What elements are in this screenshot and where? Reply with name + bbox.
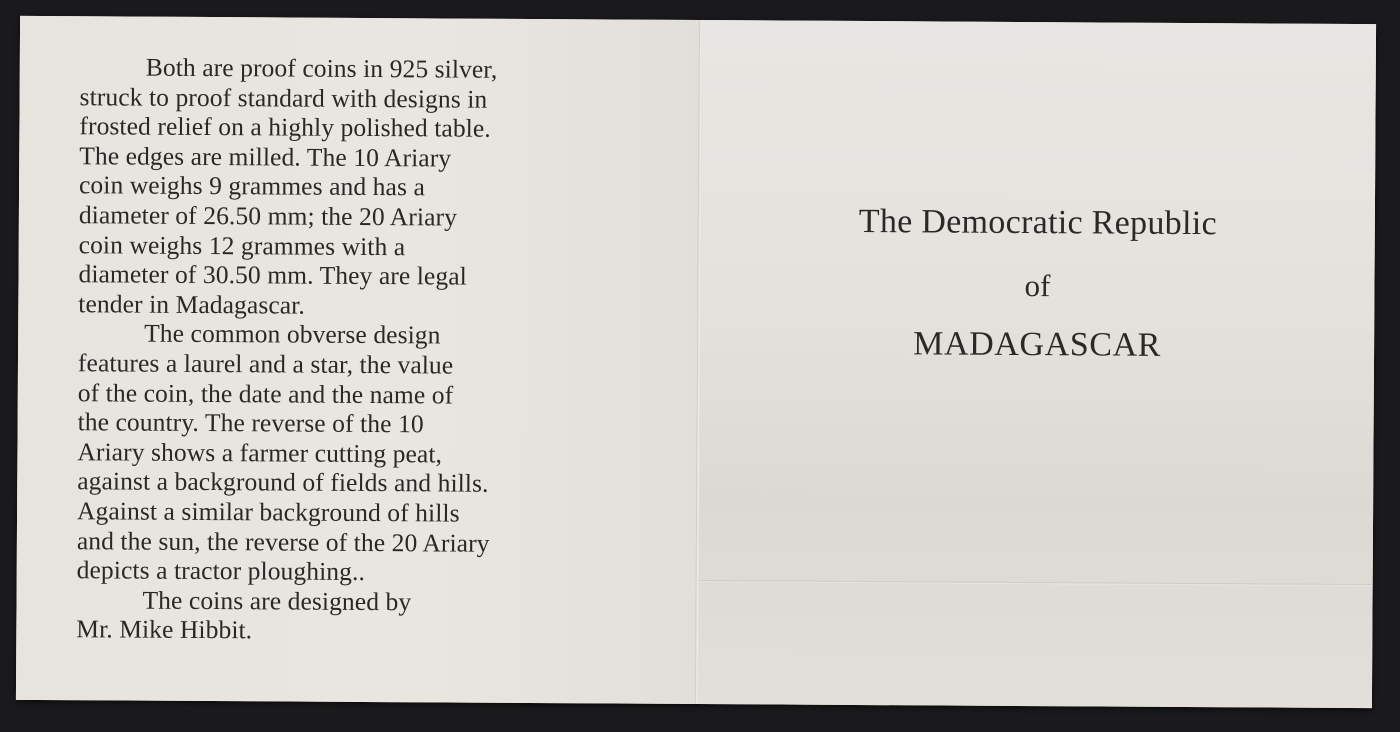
text-line: of the coin, the date and the name of xyxy=(77,377,454,410)
text-line: against a background of fields and hills. xyxy=(77,466,489,499)
text-line: frosted relief on a highly polished table. xyxy=(79,111,491,143)
text-line: depicts a tractor ploughing.. xyxy=(76,555,366,587)
text-line: the country. The reverse of the 10 xyxy=(77,407,424,439)
text-line: diameter of 30.50 mm. They are legal xyxy=(78,259,467,291)
description-text xyxy=(76,52,640,647)
text-line: coin weighs 12 grammes with a xyxy=(78,229,406,261)
text-line: diameter of 26.50 mm; the 20 Ariary xyxy=(78,200,458,232)
text-line: The common obverse design xyxy=(144,318,441,350)
text-line: tender in Madagascar. xyxy=(78,288,305,320)
left-page xyxy=(16,16,700,704)
text-line: Against a similar background of hills xyxy=(76,496,460,528)
right-page xyxy=(698,20,1376,708)
text-line: The coins are designed by xyxy=(142,585,412,616)
text-line: The edges are milled. The 10 Ariary xyxy=(79,141,452,173)
text-line: Ariary shows a farmer cutting peat, xyxy=(77,436,443,469)
title-line-of: of xyxy=(1024,268,1051,304)
title-line-republic: The Democratic Republic xyxy=(858,202,1218,243)
text-line: features a laurel and a star, the value xyxy=(77,348,454,380)
title-line-country: MADAGASCAR xyxy=(913,325,1162,364)
text-line: Both are proof coins in 925 silver, xyxy=(145,52,498,84)
text-line: Mr. Mike Hibbit. xyxy=(76,614,253,645)
text-line: and the sun, the reverse of the 20 Ariary xyxy=(76,525,490,558)
text-line: coin weighs 9 grammes and has a xyxy=(78,170,425,202)
text-line: struck to proof standard with designs in xyxy=(79,81,488,114)
folded-leaflet xyxy=(16,16,1376,708)
